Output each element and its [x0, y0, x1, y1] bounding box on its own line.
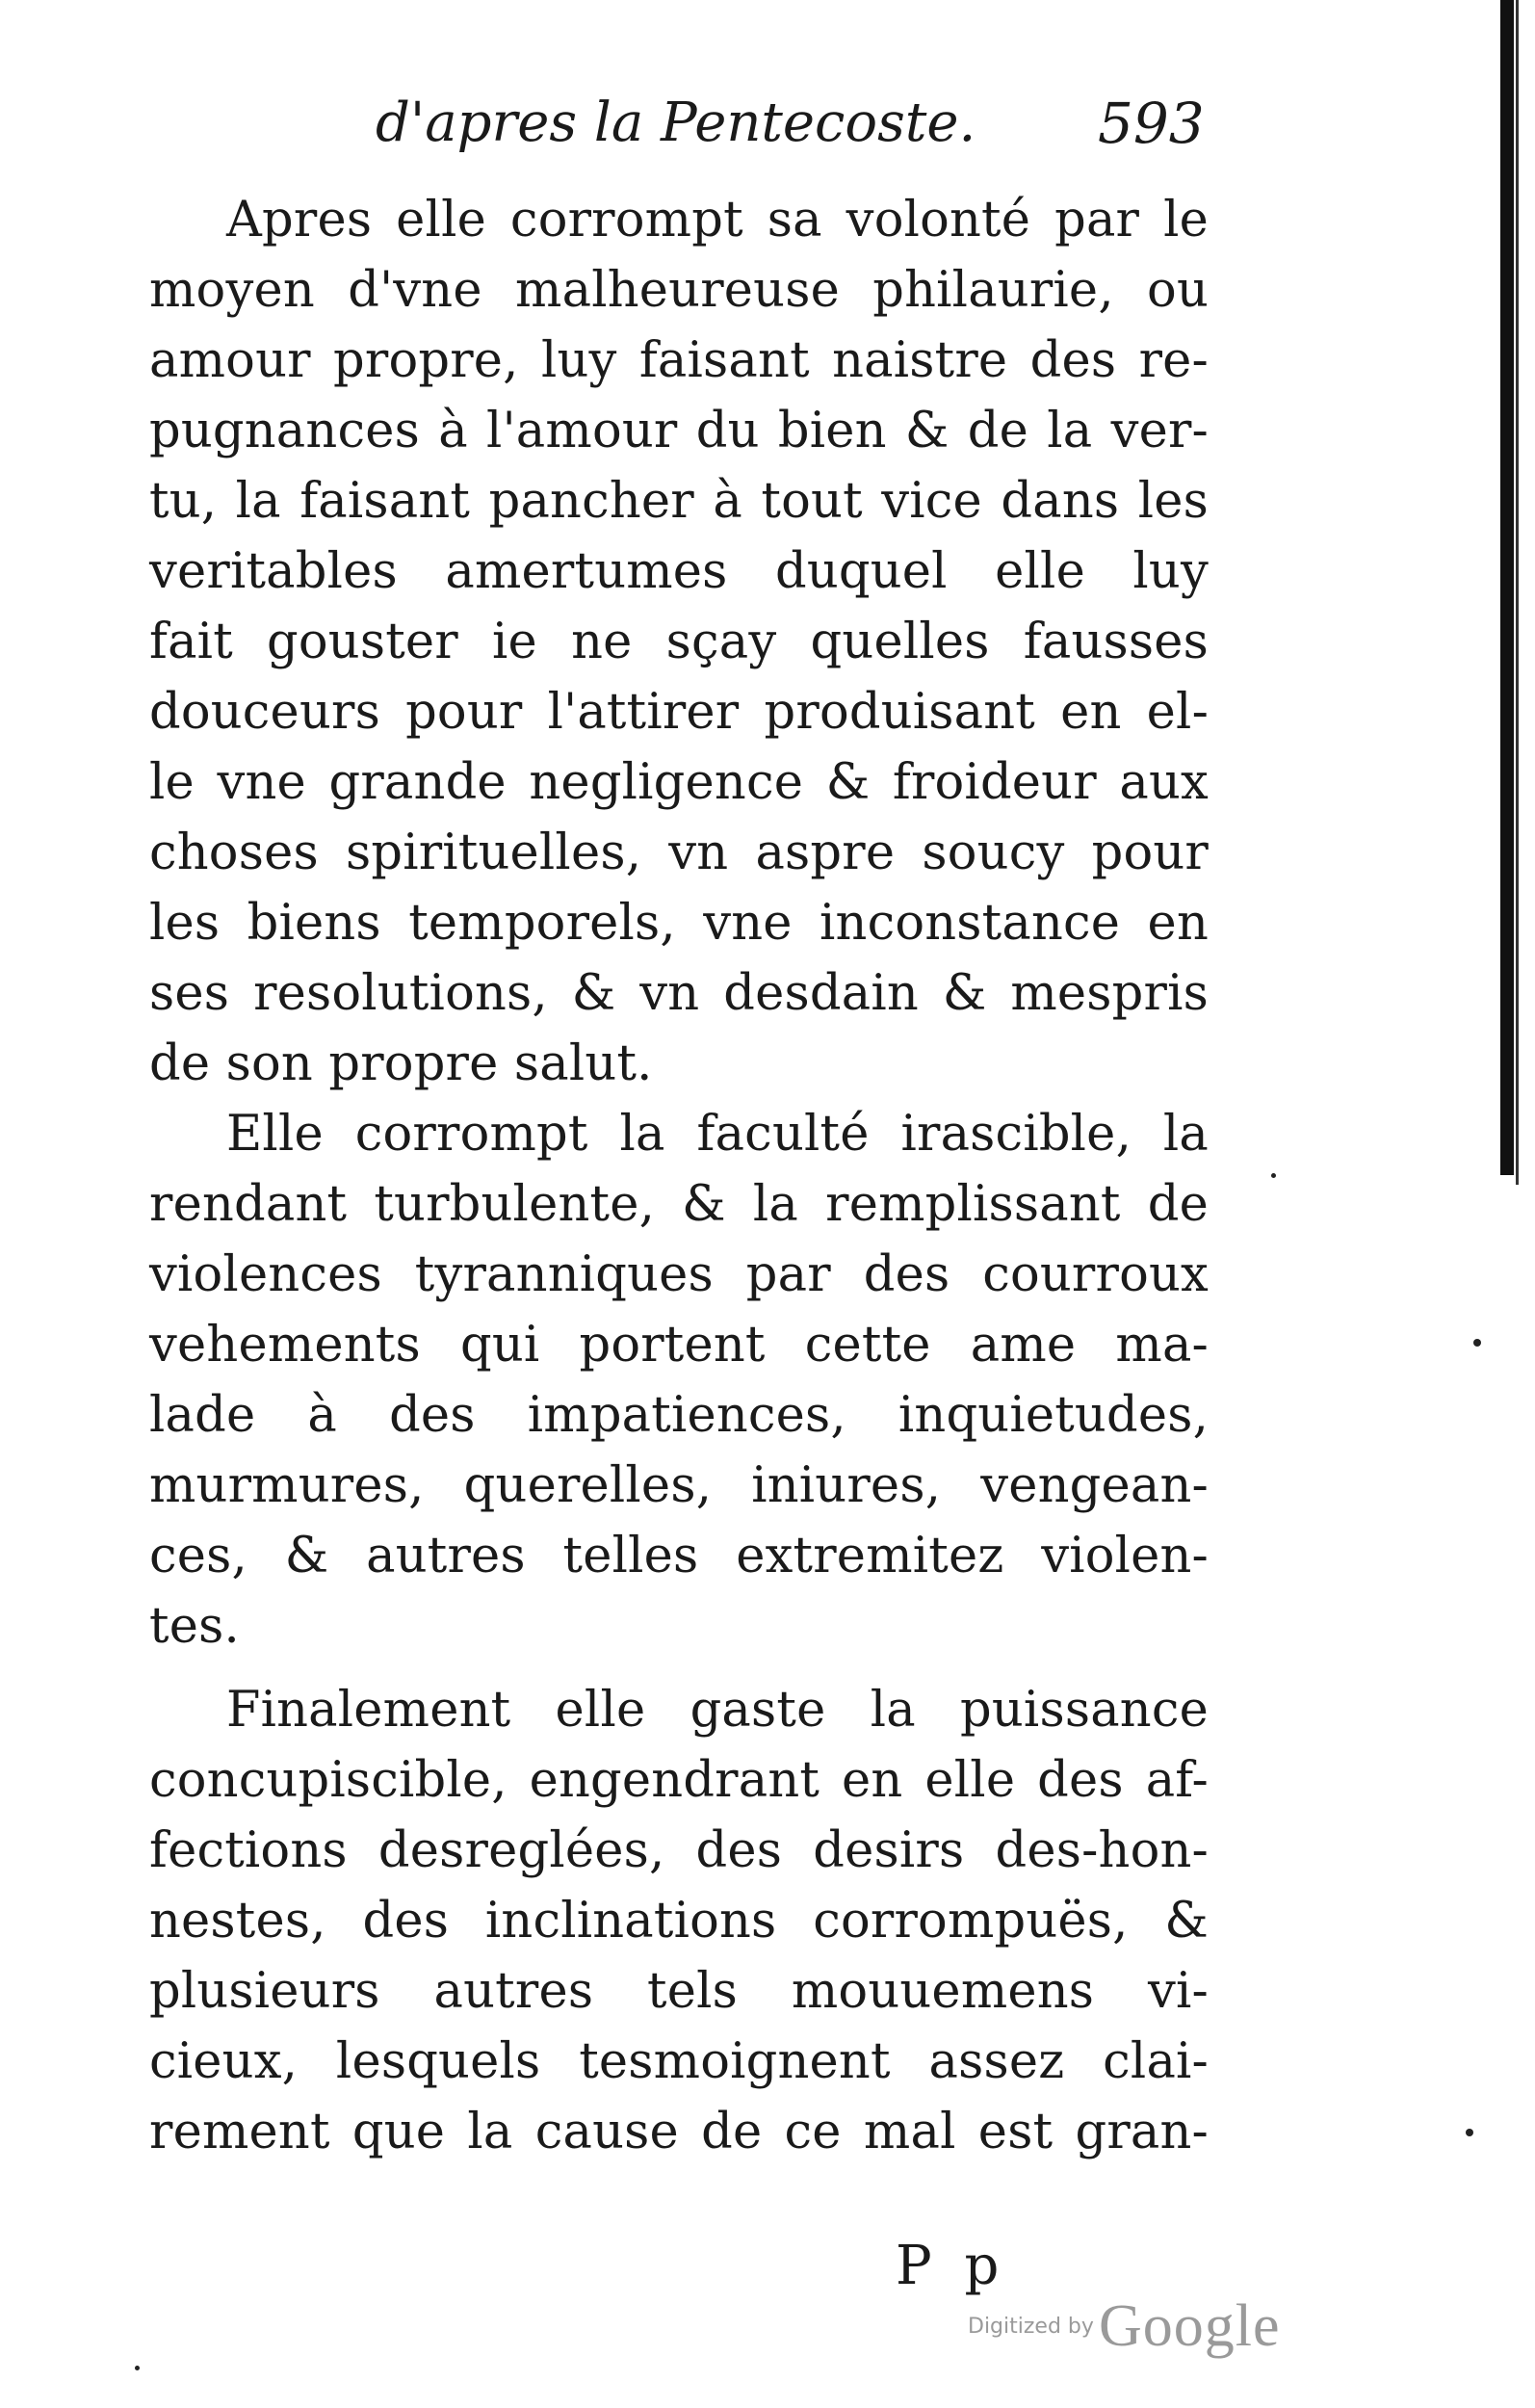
ink-speck	[135, 2366, 140, 2370]
text-line: Apres elle corrompt sa volonté par le	[226, 192, 1209, 249]
text-line: fections desreglées, des desirs des-hon-	[149, 1822, 1209, 1879]
text-line: rement que la cause de ce mal est gran-	[149, 2104, 1209, 2160]
text-line: nestes, des inclinations corrompuës, &	[149, 1893, 1209, 1950]
text-line: choses spirituelles, vn aspre soucy pour	[149, 824, 1209, 881]
watermark-prefix: Digitized by	[968, 2315, 1094, 2339]
google-logo: Google	[1099, 2293, 1281, 2359]
text-line: plusieurs autres tels mouuemens vi-	[149, 1963, 1209, 2020]
text-line: ces, & autres telles extremitez violen-	[149, 1528, 1209, 1584]
signature-mark: P p	[896, 2235, 1007, 2297]
text-line: vehements qui portent cette ame ma-	[149, 1317, 1209, 1374]
text-line: amour propre, luy faisant naistre des re-	[149, 332, 1209, 389]
text-line: fait gouster ie ne sçay quelles fausses	[149, 614, 1209, 670]
text-line: cieux, lesquels tesmoignent assez clai-	[149, 2033, 1209, 2090]
text-line: de son propre salut.	[149, 1035, 653, 1092]
text-line: tu, la faisant pancher à tout vice dans les	[149, 473, 1209, 530]
text-line: veritables amertumes duquel elle luy	[149, 543, 1209, 600]
page-number: 593	[1098, 91, 1205, 156]
page-binding-edge	[1500, 0, 1514, 1175]
text-line: moyen d'vne malheureuse philaurie, ou	[149, 262, 1209, 319]
text-line: rendant turbulente, & la remplissant de	[149, 1176, 1209, 1233]
text-line: lade à des impatiences, inquietudes,	[149, 1387, 1209, 1444]
ink-speck	[1466, 2129, 1473, 2136]
body-text	[149, 185, 1209, 2167]
text-line: violences tyranniques par des courroux	[149, 1246, 1209, 1303]
page-binding-edge-thin	[1516, 0, 1519, 1185]
text-line: Elle corrompt la faculté irascible, la	[226, 1106, 1209, 1163]
ink-speck	[1271, 1173, 1276, 1178]
text-line: douceurs pour l'attirer produisant en el-	[149, 684, 1209, 741]
text-line: concupiscible, engendrant en elle des af-	[149, 1752, 1209, 1809]
text-line: les biens temporels, vne inconstance en	[149, 895, 1209, 952]
text-line: murmures, querelles, iniures, vengean-	[149, 1457, 1209, 1514]
text-line: pugnances à l'amour du bien & de la ver-	[149, 403, 1209, 459]
running-head	[154, 85, 1213, 162]
ink-speck	[1473, 1339, 1481, 1347]
text-line: le vne grande negligence & froideur aux	[149, 754, 1209, 811]
text-line: tes.	[149, 1598, 240, 1655]
running-title: d'apres la Pentecoste.	[376, 92, 976, 154]
text-line: Finalement elle gaste la puissance	[226, 1682, 1209, 1739]
digitized-watermark	[968, 2292, 1281, 2361]
text-line: ses resolutions, & vn desdain & mespris	[149, 965, 1209, 1022]
